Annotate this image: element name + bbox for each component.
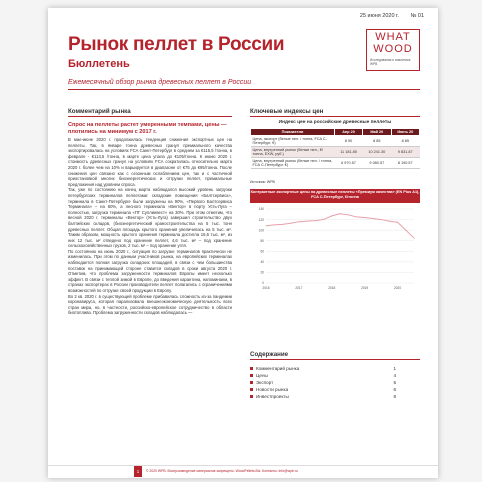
article-paragraph: Во 2 кв. 2020 г. в существующей проблеме прибавилась сложность из-за пандемии коронавируса, которая парализовала внешнеэкономическую деятельность всех стран мира, но, в частности, российско-европейское сотрудничество в области биотоплива. Проблема загруженности складов наблюдалась — [68,293,232,316]
table-cell: 8 90 [335,136,363,147]
article-paragraph: Так, уже по состоянию на конец марта наблюдался высокий уровень загрузки петербургских терминалов пеллетами: складские помещения «Балтсервиса», терминала в Санкт-Петербурге были загружены на 90%, «Первого Балтсервиса Терминала» – на 60%, а лесного терминала «Вектор» в порту Усть-Луга – полностью, загрузка терминала «ПГ Суллинвест» на 30%. При этом отметим, что весной 2020 г. терминалы «Вектор» (Усть-Луга) завершил строительство двух балтийских складов, (биоэнергетический краностроительства на 5 тыс. тонн древесных пеллет. Общая площадь крытого хранения увеличилась на 5 тыс. м². Таким образом, мощность крытого хранения терминала достигла 16,6 тыс. м², из них 12 тыс. м² отведено под хранение пеллет, 4,6 тыс. м² – под хранение сельскохозяйственных грузов, 2 тыс. м² – под хранение угля. [68,187,232,249]
series-line [266,214,414,238]
toc-label: Цены [256,373,268,378]
issue-date: 25 июня 2020 г. [359,13,399,19]
price-chart [250,189,420,295]
header-meta [350,13,424,19]
data-point [274,224,275,225]
toc-item[interactable] [250,386,396,393]
logo-line-1: WHAT [375,31,411,43]
bullet-square-icon [250,374,253,377]
section-heading-market-comment: Комментарий рынка [68,108,131,115]
table-row [251,136,420,147]
whatwood-logo [366,29,420,71]
toc-item[interactable] [250,365,396,372]
table-cell: 11 181.85 [335,147,363,158]
toc-label: Инвестпроекты [256,394,289,399]
tagline: Ежемесячный обзор рынка древесных пеллет в России [68,79,252,86]
table-cell: 6 970.57 [335,158,363,169]
toc-page: 1 [393,366,396,371]
column-header: Май 20 [363,129,391,136]
section-divider [68,116,232,117]
bullet-square-icon [250,395,253,398]
article-paragraph: В мае-июне 2020 г. продолжилась тенденция снижения экспортных цен на пеллеты. Так, в январе тонна древесных гранул премиального качества экспортировалась на условиях FCA Санкт-Петербург в среднем за €115,5 /тонна, в феврале - €113,5 /тонна, в марте цена упала до €105/тонна. К июню 2020 г. стоимость древесных гранул на условиях FCA сократилась относительно марта 2020 г. более чем на 10% и варьируется в диапазоне от €75 до €95/тонна. После снижения цен связано как с сезонным ослаблением цен, так и с частичной приостановкой многих биоэнергетических и отгрузки пеллет, премиальные предложения над уровнем спроса. [68,137,232,187]
x-tick-label: 2020 [394,286,402,290]
footer-text: © 2020 WPB. Воспроизведение материалов запрещено. WoodPellets.Biz. Контакты: info@wpb.ru [146,469,298,473]
section-divider [250,359,420,360]
page-title: Рынок пеллет в России [68,34,285,55]
x-tick-label: 2016 [262,286,270,290]
article-heading: Спрос на пеллеты растет умеренными темпами, цены — плотились на минимум с 2017 г. [68,122,227,135]
toc-item[interactable] [250,379,396,386]
page-number: 1 [134,466,142,477]
chart-plot [250,203,420,295]
section-divider [250,116,420,117]
table-row [251,147,420,158]
data-point [290,223,291,224]
x-tick-label: 2019 [361,286,369,290]
y-tick-label: 120 [258,217,264,222]
data-point [348,214,349,215]
toc-page: 6 [393,387,396,392]
y-tick-label: 80 [260,238,264,243]
data-point [372,218,373,219]
column-header: Апр 20 [335,129,363,136]
bullet-square-icon [250,388,253,391]
contents-heading: Содержание [250,351,289,358]
page-subtitle: Бюллетень [68,58,130,70]
table-source-note: Источник: WPB [250,180,275,184]
toc-label: Комментарий рынка [256,366,300,371]
table-header-row [251,129,420,136]
header-divider [68,89,420,90]
bullet-square-icon [250,367,253,370]
bulletin-page [48,8,438,478]
table-cell: 8 85 [391,136,419,147]
toc-page: 8 [393,394,396,399]
table-cell: 8 85 [363,136,391,147]
data-point [405,230,406,231]
logo-line-2: WOOD [373,43,413,55]
table-row [251,158,420,169]
data-point [381,219,382,220]
y-tick-label: 40 [260,260,264,265]
table-cell: 9 080.57 [363,158,391,169]
data-point [266,225,267,226]
data-point [397,222,398,223]
data-point [356,216,357,217]
data-point [298,221,299,222]
toc-item[interactable] [250,393,396,400]
table-of-contents [250,365,396,400]
data-point [340,213,341,214]
issue-number: № 01 [410,13,424,19]
data-point [389,221,390,222]
x-tick-label: 2017 [295,286,303,290]
chart-title: Контрактные экспортные цены на древесные пеллеты «Премиум качества» (EN Plus A1), FCA С-Петербург, €/тонна [250,189,420,203]
table-cell: 10 241.30 [363,147,391,158]
toc-page: 5 [393,380,396,385]
article-paragraph: По состоянию на июнь 2020 г., ситуация по загрузке терминалов практически не изменилась. При этом по данным участников рынка, на европейских терминалах наблюдается полная загрузка складских площадей, в связи с чем большинства поставок на принимающей стороне ставится складов в сроки августа 2020 г. Отметим, что проблема загруженности терминалов Европы имеет несколько эффект. В связи с теплой зимой в Европе, до введения карантина, напоминаем, в странах экспортерах в России производители пеллет полагались с ограничениями возможностей по отгрузке своей продукции в Европу. [68,248,232,294]
column-header: Показатели [251,129,335,136]
row-label: Цена, внутренний рынок (белые пел., €/тонна, EXW, руб.) [251,147,335,158]
table-cell: 9 831.87 [391,147,419,158]
y-tick-label: 100 [258,228,264,233]
data-point [323,219,324,220]
section-heading-key-prices: Ключевые индексы цен [250,108,324,115]
logo-caption: Исследования и аналитика WPB [370,58,411,66]
row-label: Цена, экспорт (белые пел. / тонна, FCA С-Петербург, €) [251,136,335,147]
data-point [331,215,332,216]
market-comment-article [68,122,232,316]
toc-label: Новости рынка [256,387,289,392]
y-tick-label: 20 [260,270,264,275]
data-point [364,217,365,218]
data-point [282,224,283,225]
y-tick-label: 0 [262,281,264,286]
price-table-title: Индекс цен на российские древесные пеллеты [278,120,392,125]
toc-item[interactable] [250,372,396,379]
x-tick-label: 2018 [328,286,336,290]
bullet-square-icon [250,381,253,384]
toc-page: 4 [393,373,396,378]
table-cell: 8 190.57 [391,158,419,169]
toc-label: Экспорт [256,380,274,385]
price-index-table [250,128,420,169]
data-point [414,238,415,239]
page-footer [48,465,438,478]
y-tick-label: 60 [260,249,264,254]
column-header: Июнь 20 [391,129,419,136]
data-point [307,221,308,222]
row-label: Цена, внутренний рынок (белые пел. / тонна, FCA С-Петербург, €) [251,158,335,169]
data-point [315,220,316,221]
y-tick-label: 140 [258,207,264,212]
